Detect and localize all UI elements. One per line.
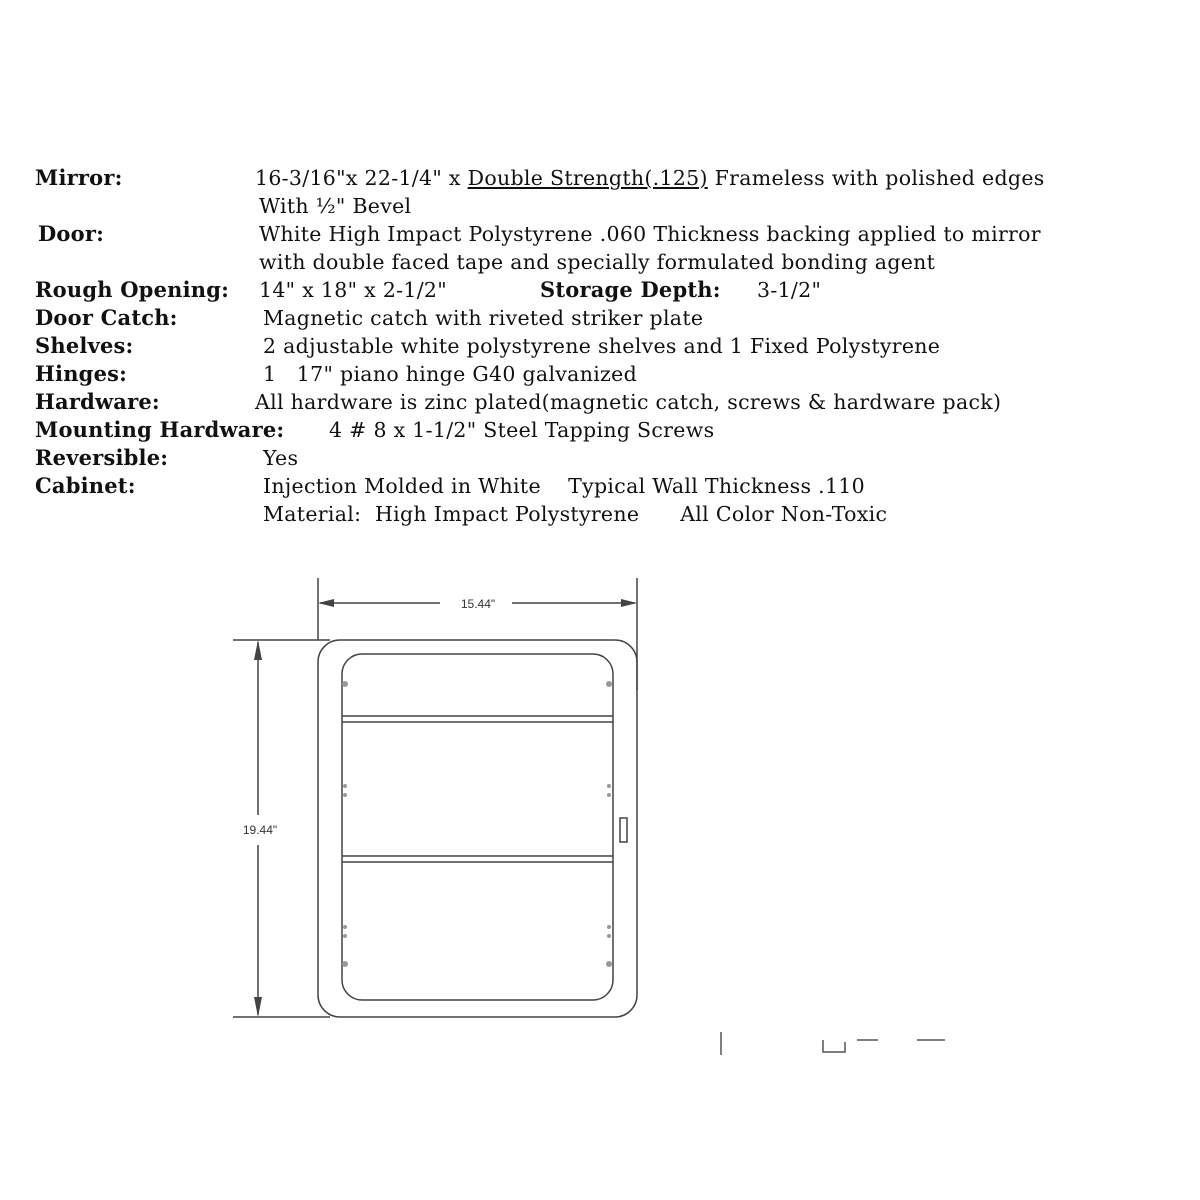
spec-label: Hardware: [35, 389, 160, 414]
cabinet-outline [318, 640, 637, 1017]
storage-depth-value: 3-1/2" [757, 278, 822, 302]
mirror-edges: Frameless with polished edges [707, 166, 1045, 190]
spec-value: Material: High Impact Polystyrene All Color Non-Toxic [263, 502, 888, 526]
mirror-strength: Double Strength(.125) [467, 166, 708, 190]
spec-value: 2 adjustable white polystyrene shelves and 1 Fixed Polystyrene [263, 334, 941, 358]
spec-label: Door: [38, 221, 105, 246]
arrowhead [254, 997, 262, 1017]
spec-label: Shelves: [35, 333, 134, 358]
spec-value: 1 17" piano hinge G40 galvanized [263, 362, 638, 386]
spec-label: Mirror: [35, 165, 123, 190]
mirror-size: 16-3/16"x 22-1/4" x [255, 166, 468, 190]
drawing-fragments [721, 1032, 945, 1055]
spec-value: Yes [263, 446, 299, 470]
spec-value: 4 # 8 x 1-1/2" Steel Tapping Screws [329, 418, 715, 442]
cabinet-interior [342, 654, 613, 1000]
arrowhead [621, 599, 637, 607]
spec-value: With ½" Bevel [259, 194, 412, 218]
spec-label: Mounting Hardware: [35, 417, 285, 442]
spec-label: Cabinet: [35, 473, 136, 498]
spec-value: 14" x 18" x 2-1/2" [259, 278, 448, 302]
spec-value: All hardware is zinc plated(magnetic catch, screws & hardware pack) [255, 390, 1002, 414]
height-dimension-label: 19.44" [242, 823, 278, 837]
spec-label: Hinges: [35, 361, 128, 386]
spec-label: Rough Opening: [35, 277, 230, 302]
spec-value: White High Impact Polystyrene .060 Thickness backing applied to mirror [259, 222, 1041, 246]
spec-value: Injection Molded in White Typical Wall Thickness .110 [263, 474, 865, 498]
spec-label: Door Catch: [35, 305, 178, 330]
storage-depth-label: Storage Depth: [540, 277, 721, 302]
shelf-pins [342, 681, 612, 967]
arrowhead [254, 640, 262, 660]
spec-value: Magnetic catch with riveted striker plate [263, 306, 704, 330]
spec-label: Reversible: [35, 445, 169, 470]
door-catch [620, 818, 627, 842]
width-dimension-label: 15.44" [460, 597, 496, 611]
arrowhead [318, 599, 334, 607]
spec-value: with double faced tape and specially formulated bonding agent [259, 250, 936, 274]
